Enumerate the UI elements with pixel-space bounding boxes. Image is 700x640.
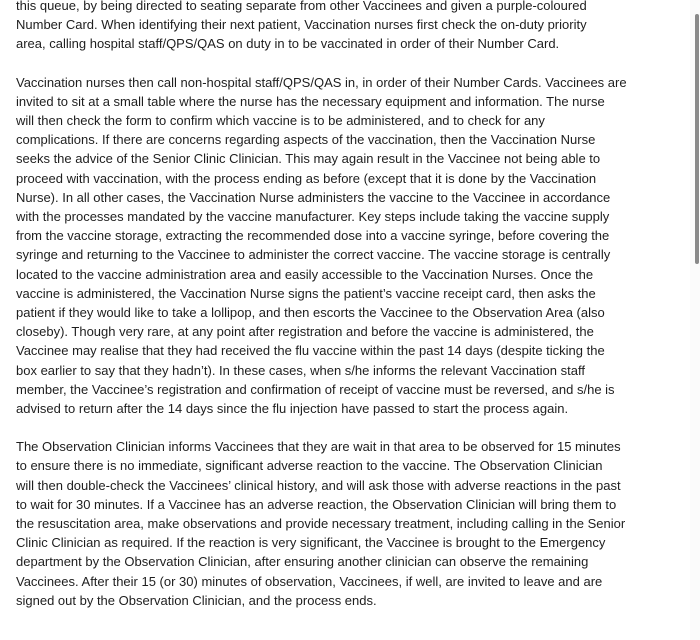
text-line: advised to return after the 14 days since the flu injection have passed to start the process again. bbox=[16, 401, 569, 417]
document-body bbox=[16, 0, 666, 610]
text-line: closeby). Though very rare, at any point after registration and before the vaccine is administered, the bbox=[16, 324, 594, 340]
text-line: vaccine is administered, the Vaccination Nurse signs the patient’s vaccine receipt card, then asks the bbox=[16, 285, 596, 301]
paragraph-observation bbox=[16, 437, 666, 610]
scrollbar-thumb[interactable] bbox=[695, 14, 699, 264]
text-line: Vaccinee may realise that they had received the flu vaccine within the past 14 days (despite ticking the bbox=[16, 343, 605, 359]
text-line: with the processes mandated by the vaccine manufacturer. Key steps include taking the vaccine supply bbox=[16, 209, 610, 225]
text-line: the resuscitation area, make observations and provide necessary treatment, including calling in the Senior bbox=[16, 516, 626, 532]
text-line: member, the Vaccinee’s registration and confirmation of receipt of vaccine must be reversed, and s/he is bbox=[16, 381, 615, 397]
text-line: proceed with vaccination, with the process ending as before (except that it is done by the Vaccination bbox=[16, 170, 597, 186]
text-line: patient if they would like to take a lollipop, and then escorts the Vaccinee to the Observation Area (also bbox=[16, 305, 605, 321]
text-line: Clinic Clinician as required. If the reaction is very significant, the Vaccinee is brought to the Emergency bbox=[16, 535, 606, 551]
text-line: to wait for 30 minutes. If a Vaccinee has an adverse reaction, the Observation Clinician will bring them to bbox=[16, 496, 617, 512]
paragraph-queue-priority bbox=[16, 0, 666, 54]
text-line: invited to sit at a small table where the nurse has the necessary equipment and information. The nurse bbox=[16, 93, 605, 109]
text-line: box earlier to say that they hadn’t). In these cases, when s/he informs the relevant Vaccination staff bbox=[16, 362, 585, 378]
text-line: to ensure there is no immediate, significant adverse reaction to the vaccine. The Observation Clinician bbox=[16, 458, 603, 474]
text-line: will then double-check the Vaccinees’ clinical history, and will ask those with adverse reactions in the past bbox=[16, 477, 621, 493]
text-line: Vaccinees. After their 15 (or 30) minutes of observation, Vaccinees, if well, are invited to leave and are bbox=[16, 573, 603, 589]
paragraph-spacer bbox=[16, 418, 666, 437]
paragraph-spacer bbox=[16, 54, 666, 73]
text-line: signed out by the Observation Clinician, and the process ends. bbox=[16, 592, 377, 608]
text-line: Number Card. When identifying their next patient, Vaccination nurses first check the on-duty priority bbox=[16, 17, 587, 33]
text-line: this queue, by being directed to seating separate from other Vaccinees and given a purple-coloured bbox=[16, 0, 587, 13]
text-line: seeks the advice of the Senior Clinic Clinician. This may again result in the Vaccinee not being able to bbox=[16, 151, 601, 167]
text-line: Nurse). In all other cases, the Vaccination Nurse administers the vaccine to the Vaccinee in accordance bbox=[16, 189, 611, 205]
text-line: syringe and returning to the Vaccinee to administer the correct vaccine. The vaccine storage is centrally bbox=[16, 247, 611, 263]
text-line: located to the vaccine administration area and easily accessible to the Vaccination Nurses. Once the bbox=[16, 266, 594, 282]
text-line: from the vaccine storage, extracting the recommended dose into a vaccine syringe, before covering the bbox=[16, 228, 610, 244]
vertical-scrollbar[interactable] bbox=[690, 0, 700, 640]
text-line: Vaccination nurses then call non-hospital staff/QPS/QAS in, in order of their Number Cards. Vaccinees are bbox=[16, 74, 627, 90]
text-line: The Observation Clinician informs Vaccinees that they are wait in that area to be observed for 15 minutes bbox=[16, 439, 621, 455]
text-line: area, calling hospital staff/QPS/QAS on duty in to be vaccinated in order of their Number Card. bbox=[16, 36, 560, 52]
paragraph-vaccination-process bbox=[16, 73, 666, 419]
text-line: department by the Observation Clinician, after ensuring another clinician can observe the remaining bbox=[16, 554, 589, 570]
text-line: will then check the form to confirm which vaccine is to be administered, and to check for any bbox=[16, 113, 545, 129]
text-line: complications. If there are concerns regarding aspects of the vaccination, then the Vaccination Nurse bbox=[16, 132, 596, 148]
